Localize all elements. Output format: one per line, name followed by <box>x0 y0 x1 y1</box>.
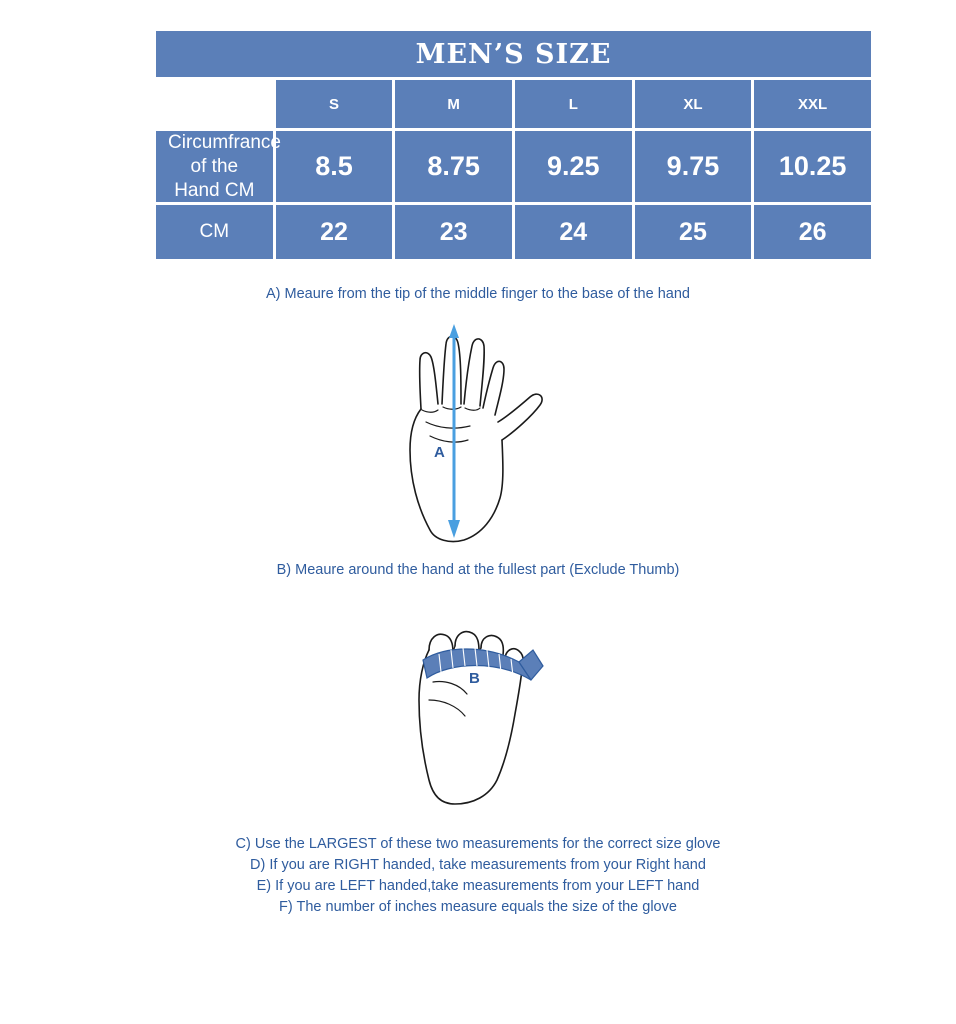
cell-cm-l: 24 <box>515 205 632 259</box>
cell-cm-s: 22 <box>276 205 393 259</box>
measure-arrow-a <box>448 324 460 538</box>
cell-cm-xl: 25 <box>635 205 752 259</box>
cell-circumference-xxl: 10.25 <box>754 131 871 202</box>
figure-a-letter: A <box>434 444 445 461</box>
footer-line-f: F) The number of inches measure equals the size of the glove <box>279 899 677 915</box>
table-title-row <box>156 31 871 77</box>
cell-circumference-xl: 9.75 <box>635 131 752 202</box>
cell-circumference-m: 8.75 <box>395 131 512 202</box>
footer-line-e: E) If you are LEFT handed,take measurements from your LEFT hand <box>256 878 700 894</box>
table-header-row <box>156 80 871 128</box>
tape-measure <box>423 648 543 680</box>
footer-line-d: D) If you are RIGHT handed, take measurements from your Right hand <box>250 857 706 873</box>
footer-line-c: C) Use the LARGEST of these two measurements for the correct size glove <box>235 836 721 852</box>
figure-hand-circumference <box>393 588 548 820</box>
cell-circumference-l: 9.25 <box>515 131 632 202</box>
header-cell-s: S <box>276 80 393 128</box>
header-cell-xxl: XXL <box>754 80 871 128</box>
caption-b: B) Meaure around the hand at the fullest part (Exclude Thumb) <box>276 562 680 578</box>
cell-cm-xxl: 26 <box>754 205 871 259</box>
page-title: MEN’S SIZE <box>156 31 871 77</box>
header-cell-l: L <box>515 80 632 128</box>
figure-b-letter: B <box>469 670 480 687</box>
size-table <box>153 28 874 262</box>
size-table-container <box>153 28 874 262</box>
footer-notes <box>0 834 956 918</box>
figure-hand-length <box>390 312 565 547</box>
header-cell-xl: XL <box>635 80 752 128</box>
row-label-cm: CM <box>156 205 273 259</box>
header-cell-m: M <box>395 80 512 128</box>
table-row <box>156 205 871 259</box>
cell-circumference-s: 8.5 <box>276 131 393 202</box>
header-cell-blank <box>156 80 273 128</box>
caption-a: A) Meaure from the tip of the middle finger to the base of the hand <box>266 286 690 302</box>
open-hand-icon <box>390 312 565 547</box>
cell-cm-m: 23 <box>395 205 512 259</box>
row-label-circumference: Circumfrance of the Hand CM <box>156 131 273 202</box>
table-row <box>156 131 871 202</box>
fist-with-tape-icon <box>393 588 548 820</box>
